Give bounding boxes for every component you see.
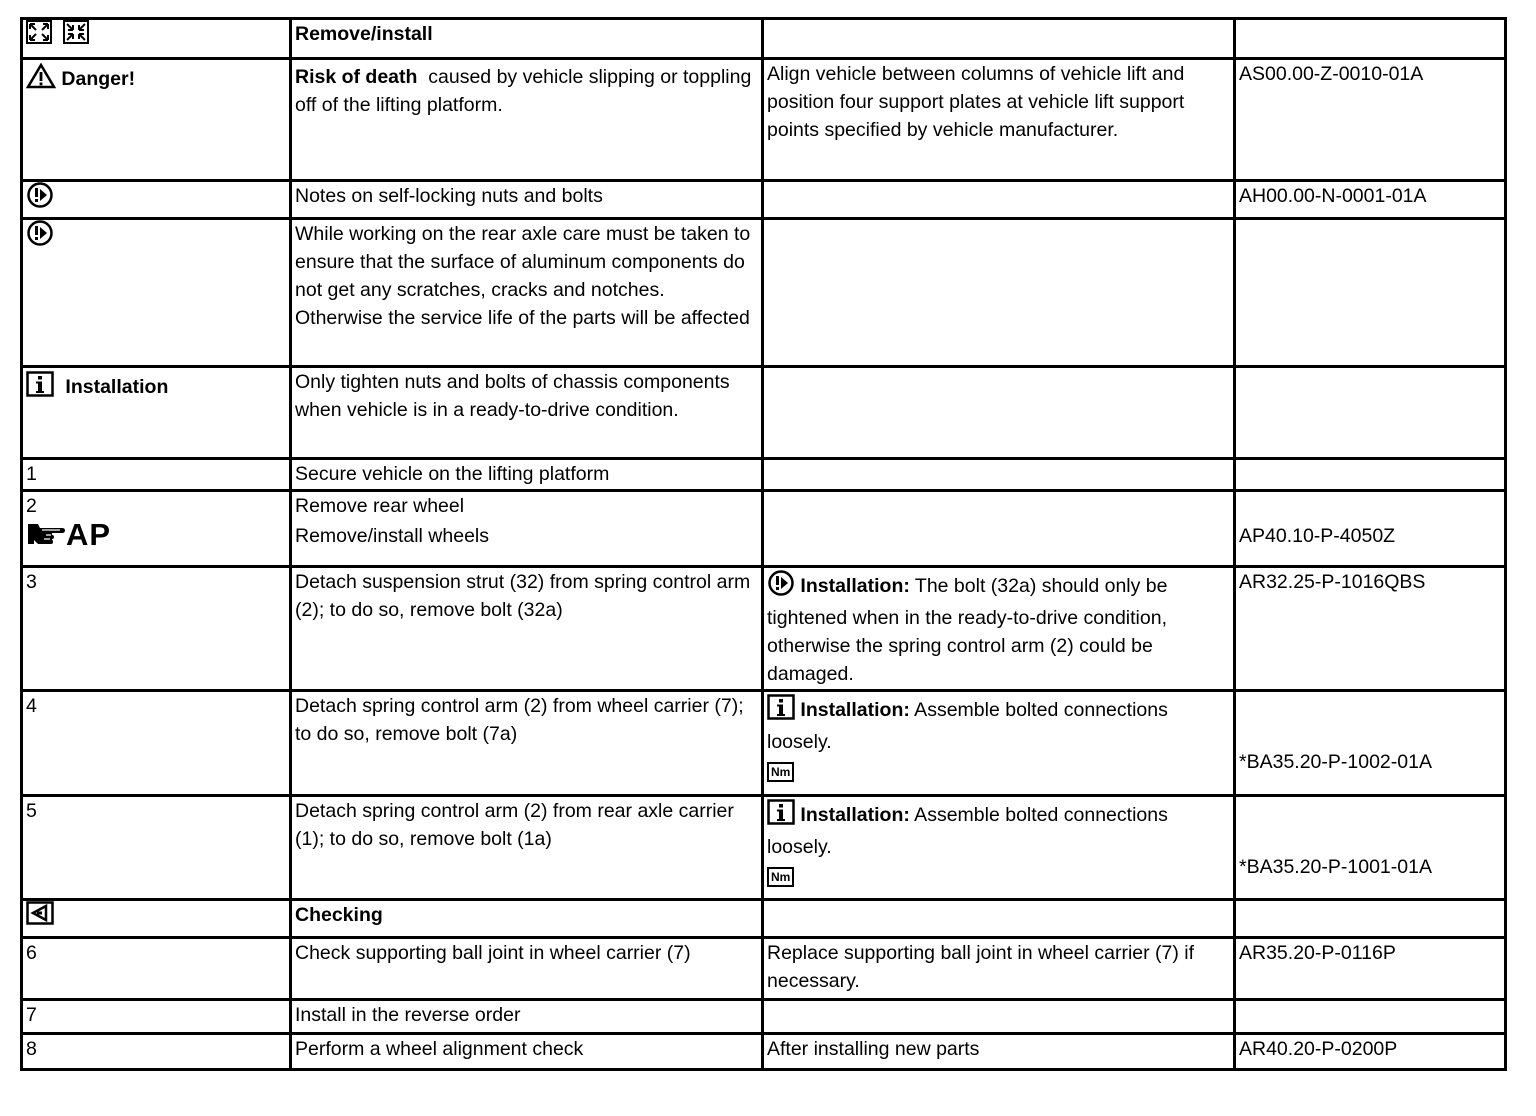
step-ref-cell xyxy=(1235,691,1506,796)
step-text: Install in the reverse order xyxy=(291,1000,763,1034)
note-text: While working on the rear axle care must be taken to ensure that the surface of aluminum components do not get any scratches, cracks and notches. Otherwise the service life of the parts will be affected xyxy=(291,219,763,367)
checking-icon-cell xyxy=(22,900,291,938)
step-text: Secure vehicle on the lifting platform xyxy=(291,459,763,491)
torque-nm-icon xyxy=(767,756,1229,784)
step-ref: AR40.20-P-0200P xyxy=(1235,1034,1506,1070)
step-ref-cell xyxy=(1235,796,1506,900)
step-number: 8 xyxy=(22,1034,291,1070)
torque-nm-label: Nm xyxy=(767,867,794,887)
step-text: Detach spring control arm (2) from wheel carrier (7); to do so, remove bolt (7a) xyxy=(291,691,763,796)
step-number-cell xyxy=(22,491,291,567)
step-note-cell xyxy=(763,567,1235,691)
step-number: 6 xyxy=(22,938,291,1000)
installation-cell xyxy=(22,367,291,459)
step-number: 1 xyxy=(22,459,291,491)
checking-label: Checking xyxy=(291,900,763,938)
checking-empty-cell xyxy=(763,900,1235,938)
step-number: 2 xyxy=(26,495,37,517)
step-text-cell xyxy=(291,491,763,567)
installation-empty-cell xyxy=(763,367,1235,459)
step-row xyxy=(22,567,1506,691)
step-row xyxy=(22,691,1506,796)
note-icon-cell xyxy=(22,219,291,367)
checking-icon xyxy=(26,901,54,933)
step-note-cell xyxy=(763,1000,1235,1034)
step-subtext: Remove/install wheels xyxy=(295,525,490,547)
ap-label: AP xyxy=(66,517,112,552)
step-number: 3 xyxy=(22,567,291,691)
step-row xyxy=(22,1034,1506,1070)
danger-cell xyxy=(22,59,291,181)
procedure-table xyxy=(20,17,1507,1071)
install-icon xyxy=(63,20,89,52)
step-note-cell xyxy=(763,796,1235,900)
danger-ref: AS00.00-Z-0010-01A xyxy=(1235,59,1506,181)
installation-label: Installation xyxy=(65,376,169,398)
step-ref: *BA35.20-P-1002-01A xyxy=(1239,751,1432,773)
remove-icon xyxy=(26,20,52,52)
step-number: 4 xyxy=(22,691,291,796)
note-empty-cell xyxy=(763,219,1235,367)
pointing-hand-icon xyxy=(26,520,66,554)
danger-label: Danger! xyxy=(61,68,136,90)
torque-nm-icon xyxy=(767,861,1229,889)
step-ref: *BA35.20-P-1001-01A xyxy=(1239,856,1432,878)
info-icon xyxy=(767,694,795,728)
step-text: Check supporting ball joint in wheel carrier (7) xyxy=(291,938,763,1000)
step-note-cell xyxy=(763,691,1235,796)
danger-row xyxy=(22,59,1506,181)
step-text: Remove rear wheel xyxy=(295,495,465,517)
step-row xyxy=(22,491,1506,567)
header-row xyxy=(22,19,1506,59)
note-icon xyxy=(26,182,54,216)
note-text: Notes on self-locking nuts and bolts xyxy=(291,181,763,219)
info-icon xyxy=(767,799,795,833)
header-title: Remove/install xyxy=(291,19,763,59)
step-ref: AR32.25-P-1016QBS xyxy=(1235,567,1506,691)
installation-row xyxy=(22,367,1506,459)
step-note-cell xyxy=(763,491,1235,567)
danger-risk-bold: Risk of death xyxy=(295,66,418,88)
step-row xyxy=(22,938,1506,1000)
step-ref-cell xyxy=(1235,491,1506,567)
danger-measure: Align vehicle between columns of vehicle lift and position four support plates at vehicle lift support points specified by vehicle manufacturer. xyxy=(763,59,1235,181)
danger-risk-cell xyxy=(291,59,763,181)
note-text: Assemble bolted connections loosely. xyxy=(767,699,1174,753)
ap-reference xyxy=(26,517,285,554)
step-number: 5 xyxy=(22,796,291,900)
note-label: Installation: xyxy=(800,575,910,597)
checking-ref-cell xyxy=(1235,900,1506,938)
header-icons-cell xyxy=(22,19,291,59)
note-label: Installation: xyxy=(800,699,910,721)
step-ref: AR35.20-P-0116P xyxy=(1235,938,1506,1000)
step-text: Detach suspension strut (32) from spring control arm (2); to do so, remove bolt (32a) xyxy=(291,567,763,691)
note-text: Assemble bolted connections loosely. xyxy=(767,804,1174,858)
step-row xyxy=(22,796,1506,900)
installation-text: Only tighten nuts and bolts of chassis components when vehicle is in a ready-to-drive condition. xyxy=(291,367,763,459)
note-icon-cell xyxy=(22,181,291,219)
step-text: Detach spring control arm (2) from rear axle carrier (1); to do so, remove bolt (1a) xyxy=(291,796,763,900)
header-empty-cell xyxy=(763,19,1235,59)
note-ref: AH00.00-N-0001-01A xyxy=(1235,181,1506,219)
info-icon xyxy=(26,371,54,405)
note-row xyxy=(22,181,1506,219)
note-text: The bolt (32a) should only be tightened when in the ready-to-drive condition, otherwise the spring control arm (2) could be damaged. xyxy=(767,575,1173,685)
checking-row xyxy=(22,900,1506,938)
installation-ref-cell xyxy=(1235,367,1506,459)
warning-triangle-icon xyxy=(26,63,56,97)
danger-risk-text: caused by vehicle slipping or toppling off of the lifting platform. xyxy=(295,66,757,116)
step-row xyxy=(22,459,1506,491)
note-label: Installation: xyxy=(800,804,910,826)
note-empty-cell xyxy=(763,181,1235,219)
note-icon xyxy=(26,220,54,254)
step-ref-cell xyxy=(1235,459,1506,491)
step-note: Replace supporting ball joint in wheel carrier (7) if necessary. xyxy=(763,938,1235,1000)
step-note-cell xyxy=(763,459,1235,491)
torque-nm-label: Nm xyxy=(767,762,794,782)
header-ref-cell xyxy=(1235,19,1506,59)
step-text: Perform a wheel alignment check xyxy=(291,1034,763,1070)
step-row xyxy=(22,1000,1506,1034)
step-note: After installing new parts xyxy=(763,1034,1235,1070)
note-row xyxy=(22,219,1506,367)
note-icon xyxy=(767,570,795,604)
step-ref-cell xyxy=(1235,1000,1506,1034)
step-number: 7 xyxy=(22,1000,291,1034)
note-ref-cell xyxy=(1235,219,1506,367)
step-ref: AP40.10-P-4050Z xyxy=(1239,525,1396,547)
